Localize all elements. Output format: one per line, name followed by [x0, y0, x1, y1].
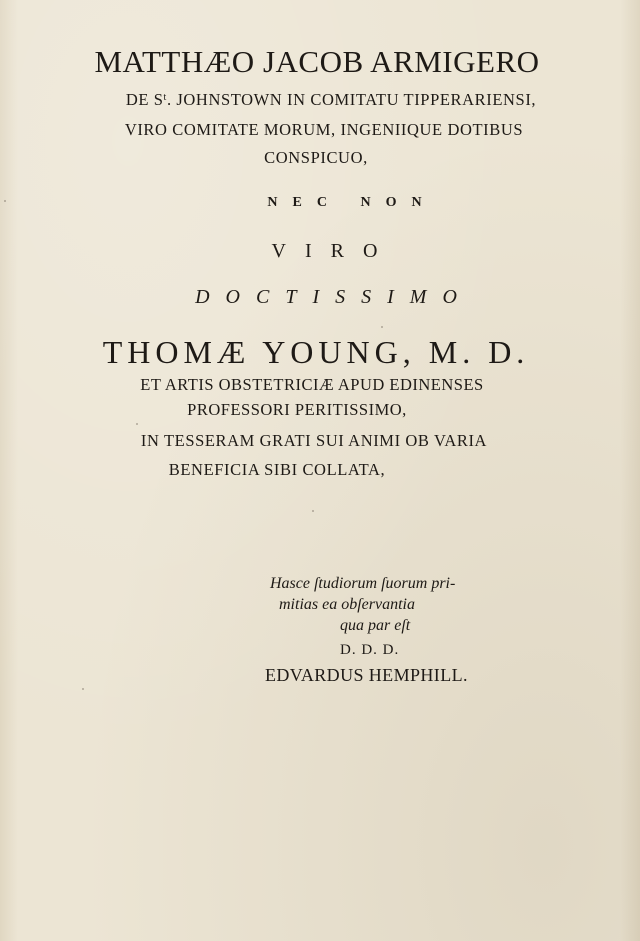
dedication-line-12: BENEFICIA SIBI COLLATA,: [168, 460, 386, 479]
paper-speck: [381, 326, 383, 328]
dedication-line-2-superscript: t: [163, 92, 167, 103]
dedication-line-2-suffix: . JOHNSTOWN IN COMITATU TIPPERARIENSI,: [166, 90, 537, 109]
dedication-line-2: [11, 90, 640, 110]
dedication-line-3: VIRO COMITATE MORUM, INGENIIQUE DOTIBUS: [124, 120, 524, 139]
paper-speck: [4, 200, 6, 202]
dedication-line-10: PROFESSORI PERITISSIMO,: [187, 400, 407, 419]
signature-line-2: mitias ea obſervantia: [279, 596, 415, 613]
dedication-line-4: CONSPICUO,: [264, 148, 368, 167]
dedication-line-5: NEC NON: [267, 195, 437, 210]
dedication-line-6: VIRO: [271, 240, 397, 262]
dedication-line-2-prefix: DE S: [125, 90, 164, 109]
signature-line-1: Hasce ſtudiorum ſuorum pri-: [270, 575, 456, 592]
paper-speck: [136, 423, 138, 425]
paper-speck: [82, 688, 84, 690]
paper-speck: [312, 510, 314, 512]
dedication-line-11: IN TESSERAM GRATI SUI ANIMI OB VARIA: [140, 431, 488, 450]
signature-line-4: D. D. D.: [340, 642, 400, 658]
dedication-line-8: THOMÆ YOUNG, M. D.: [102, 334, 530, 370]
dedication-line-7: DOCTISSIMO: [195, 286, 473, 308]
dedication-line-1: MATTHÆO JACOB ARMIGERO: [94, 44, 540, 79]
dedication-line-9: ET ARTIS OBSTETRICIÆ APUD EDINENSES: [140, 375, 484, 394]
signature-line-3: qua par eſt: [340, 617, 411, 634]
signature-author: EDVARDUS HEMPHILL.: [265, 665, 468, 685]
